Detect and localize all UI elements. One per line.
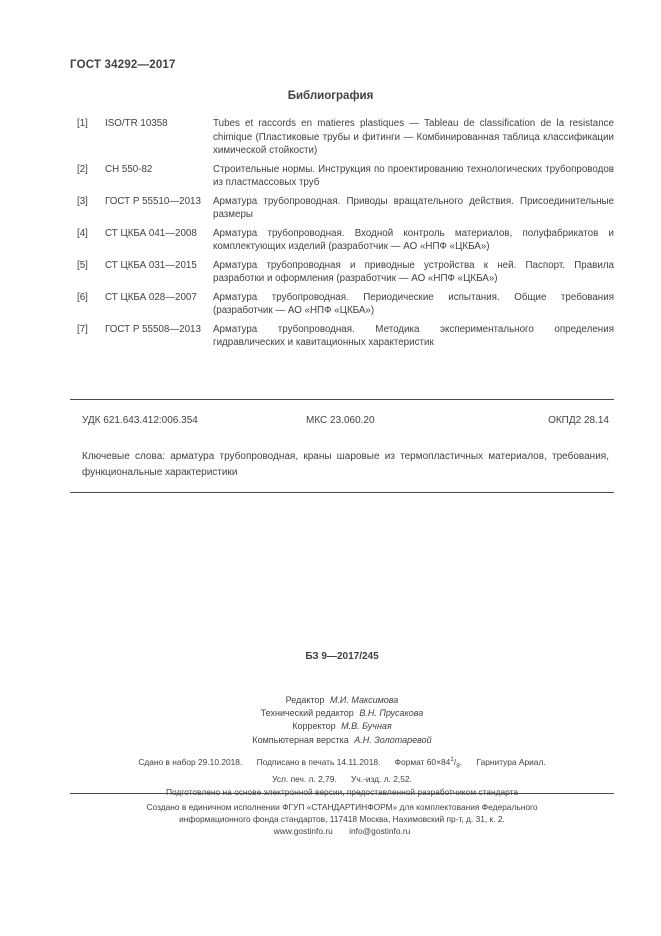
print-info-line3: Подготовлено на основе электронной версии, предоставленной разработчиком стандарта [165, 787, 519, 798]
footer-website: www.gostinfo.ru [273, 826, 333, 837]
bibliography-entry [70, 323, 614, 350]
footer-email: info@gostinfo.ru [349, 826, 411, 837]
entry-description: Арматура трубопроводная. Периодические испытания. Общие требования (разработчик — АО «НПФ «ЦКБА») [213, 291, 614, 316]
credit-name: А.Н. Золотаревой [354, 734, 432, 745]
entry-description: Tubes et raccords en matieres plastiques — Tableau de classification de la resistance chimique (Пластиковые трубы и фитинги — Комбинированная таблица классификации химической стойкости) [213, 118, 614, 156]
entry-code: ГОСТ Р 55508—2013 [105, 323, 201, 335]
print-info-line2 [70, 773, 614, 786]
divider-rule-top [70, 399, 614, 400]
entry-code: СН 550-82 [105, 163, 153, 175]
keywords-paragraph: Ключевые слова: арматура трубопроводная, краны шаровые из термопластичных материалов, требования, функциональные характеристики [82, 451, 609, 478]
bibliography-entry [70, 291, 614, 318]
entry-ref: [4] [77, 227, 88, 239]
credits-block [70, 694, 614, 747]
bz-code: БЗ 9—2017/245 [305, 651, 379, 662]
credit-editor [70, 694, 614, 707]
entry-ref: [1] [77, 118, 88, 129]
entry-description: Строительные нормы. Инструкция по проектированию технологических трубопроводов из пластмассовых труб [213, 163, 614, 188]
print-date: Подписано в печать 14.11.2018. [256, 756, 381, 767]
bibliography-entry [70, 195, 614, 222]
credit-role: Технический редактор [260, 708, 354, 719]
format-sup: 1 [450, 756, 454, 763]
credit-role: Компьютерная верстка [252, 734, 349, 745]
udk-code: УДК 621.643.412:006.354 [82, 415, 198, 426]
entry-ref: [3] [77, 195, 88, 207]
bibliography-entry [70, 259, 614, 286]
entry-ref: [7] [77, 323, 88, 335]
entry-description: Арматура трубопроводная и приводные устройства к ней. Паспорт. Правила разработки и оформления (разработчик — АО «НПФ «ЦКБА») [213, 259, 614, 284]
entry-ref: [6] [77, 291, 88, 303]
credit-technical-editor [70, 707, 614, 720]
bibliography-entry [70, 163, 614, 190]
classification-row [70, 415, 614, 429]
format-segment: Формат $60\times 84^1/_8$. [394, 756, 463, 770]
entry-code: ISO/TR 10358 [105, 118, 168, 129]
mks-code: МКС 23.060.20 [306, 415, 375, 426]
format-sub: 8 [456, 762, 460, 770]
print-info-line1 [70, 754, 614, 773]
credit-role: Корректор [292, 721, 336, 732]
footer-block [70, 801, 614, 838]
page-title: Библиография [287, 90, 374, 102]
typeset-date: Сдано в набор 29.10.2018. [138, 756, 243, 767]
footer-line1: Создано в единичном исполнении ФГУП «СТАНДАРТИНФОРМ» для комплектования Федерального [146, 802, 538, 812]
entry-ref: [2] [77, 163, 88, 175]
credit-name: М.И. Максимова [329, 695, 399, 705]
entry-code: ГОСТ Р 55510—2013 [105, 195, 201, 207]
publisher-sheets: Уч.-изд. л. 2,52. [351, 774, 412, 785]
bibliography-list [70, 117, 614, 355]
entry-code: СТ ЦКБА 031—2015 [105, 259, 197, 271]
print-sheets: Усл. печ. л. 2,79. [272, 774, 337, 785]
doc-number: ГОСТ 34292—2017 [70, 59, 176, 71]
entry-code: СТ ЦКБА 028—2007 [105, 291, 197, 303]
footer-line2: информационного фонда стандартов, 117418 Москва, Нахимовский пр-т, д. 31, к. 2. [179, 814, 505, 825]
bibliography-entry [70, 117, 614, 158]
typeface-segment: Гарнитура Ариал. [476, 756, 546, 767]
credit-name: В.Н. Прусакова [359, 708, 424, 719]
credit-layout [70, 734, 614, 747]
entry-description: Арматура трубопроводная. Методика экспериментального определения гидравлических и кавитационных характеристик [213, 323, 614, 348]
credit-name: М.В. Бучная [341, 721, 392, 732]
format-slash: / [453, 756, 457, 767]
okpd-code: ОКПД2 28.14 [548, 415, 609, 426]
divider-rule-footer [70, 793, 614, 794]
bibliography-entry [70, 227, 614, 254]
entry-description: Арматура трубопроводная. Приводы вращательного действия. Присоединительные размеры [213, 195, 614, 220]
divider-rule-keywords [70, 492, 614, 493]
credit-role: Редактор [285, 695, 325, 705]
entry-description: Арматура трубопроводная. Входной контроль материалов, полуфабрикатов и комплектующих изделий (разработчик — АО «НПФ «ЦКБА») [213, 227, 614, 252]
entry-ref: [5] [77, 259, 88, 271]
entry-code: СТ ЦКБА 041—2008 [105, 227, 197, 239]
footer-contacts [70, 825, 614, 837]
credit-corrector [70, 720, 614, 733]
